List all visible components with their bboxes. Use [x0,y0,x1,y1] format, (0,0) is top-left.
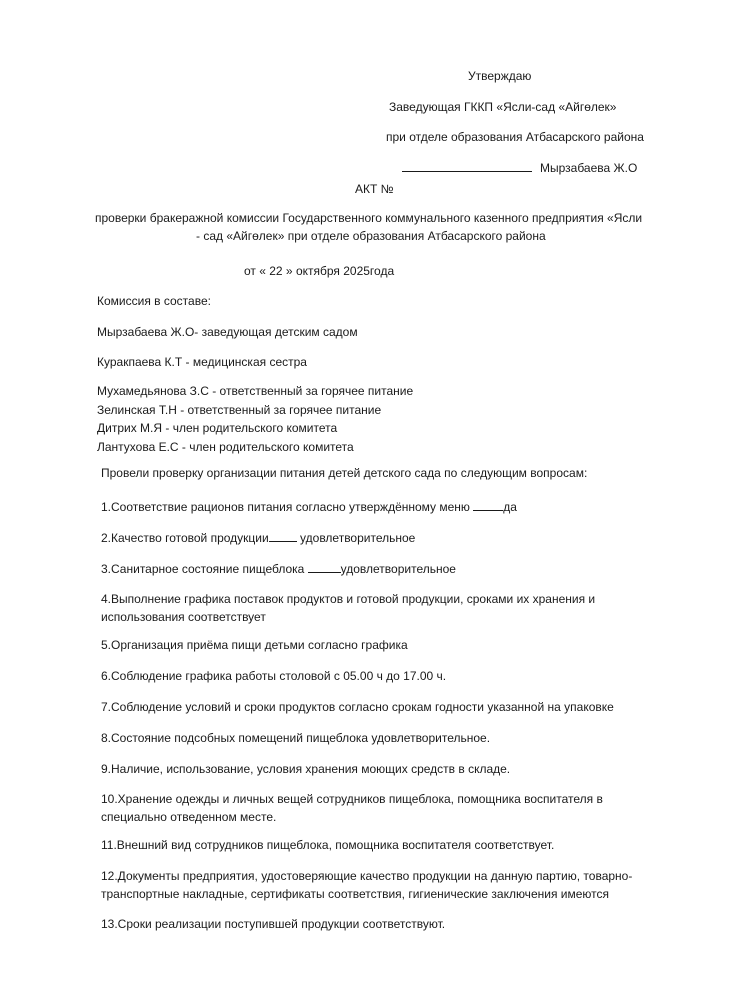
approve-label: Утверждаю [468,69,532,83]
signature-row [402,160,637,175]
commission-member: Мухамедьянова З.С - ответственный за горячее питание [97,384,414,398]
commission-member: Куракпаева К.Т - медицинская сестра [97,355,307,369]
fill-blank [473,499,503,511]
check-item-4-line-2: использования соответствует [101,610,266,624]
check-item-7: 7.Соблюдение условий и сроки продуктов согласно срокам годности указанной на упаковке [101,700,614,714]
check-item-2: 2.Качество готовой продукции удовлетворительное [101,531,416,545]
check-item-10-line-1: 10.Хранение одежды и личных вещей сотрудников пищеблока, помощника воспитателя в [101,792,603,806]
act-subject-line-1: проверки бракеражной комиссии Государственного коммунального казенного предприятия «Ясли [95,211,643,225]
act-date: от « 22 » октября 2025года [244,264,395,278]
commission-member: Дитрих М.Я - член родительского комитета [97,421,338,435]
commission-heading: Комиссия в составе: [97,294,211,308]
act-subject-line-2: - сад «Айгөлек» при отделе образования Атбасарского района [196,229,546,243]
check-item-4-line-1: 4.Выполнение графика поставок продуктов и готовой продукции, сроками их хранения и [101,592,596,606]
check-item-11: 11.Внешний вид сотрудников пищеблока, помощника воспитателя соответствует. [101,838,555,852]
commission-member: Зелинская Т.Н - ответственный за горячее питание [97,403,382,417]
head-name: Мырзабаева Ж.О [540,161,638,175]
act-title: АКТ № [355,182,394,196]
fill-blank [308,561,341,573]
commission-member: Мырзабаева Ж.О- заведующая детским садом [97,325,358,339]
fill-blank [269,530,297,542]
check-item-6: 6.Соблюдение графика работы столовой с 05.00 ч до 17.00 ч. [101,669,447,683]
check-item-13: 13.Сроки реализации поступившей продукции соответствуют. [101,917,446,931]
check-item-12-line-1: 12.Документы предприятия, удостоверяющие качество продукции на данную партию, товарно- [101,869,633,883]
head-position: Заведующая ГККП «Ясли-сад «Айгөлек» [389,100,617,114]
check-item-10-line-2: специально отведенном месте. [101,810,277,824]
check-item-5: 5.Организация приёма пищи детьми согласно графика [101,638,408,652]
check-item-9: 9.Наличие, использование, условия хранения моющих средств в складе. [101,762,511,776]
signature-line [402,160,532,172]
check-item-1: 1.Соответствие рационов питания согласно утверждённому меню да [101,500,517,514]
check-intro: Провели проверку организации питания детей детского сада по следующим вопросам: [101,466,588,480]
check-item-12-line-2: транспортные накладные, сертификаты соответствия, гигиенические заключения имеются [101,887,609,901]
department-line: при отделе образования Атбасарского района [386,130,644,144]
check-item-3: 3.Санитарное состояние пищеблока удовлетворительное [101,562,456,576]
check-item-8: 8.Состояние подсобных помещений пищеблока удовлетворительное. [101,731,491,745]
commission-member: Лантухова Е.С - член родительского комитета [97,440,354,454]
